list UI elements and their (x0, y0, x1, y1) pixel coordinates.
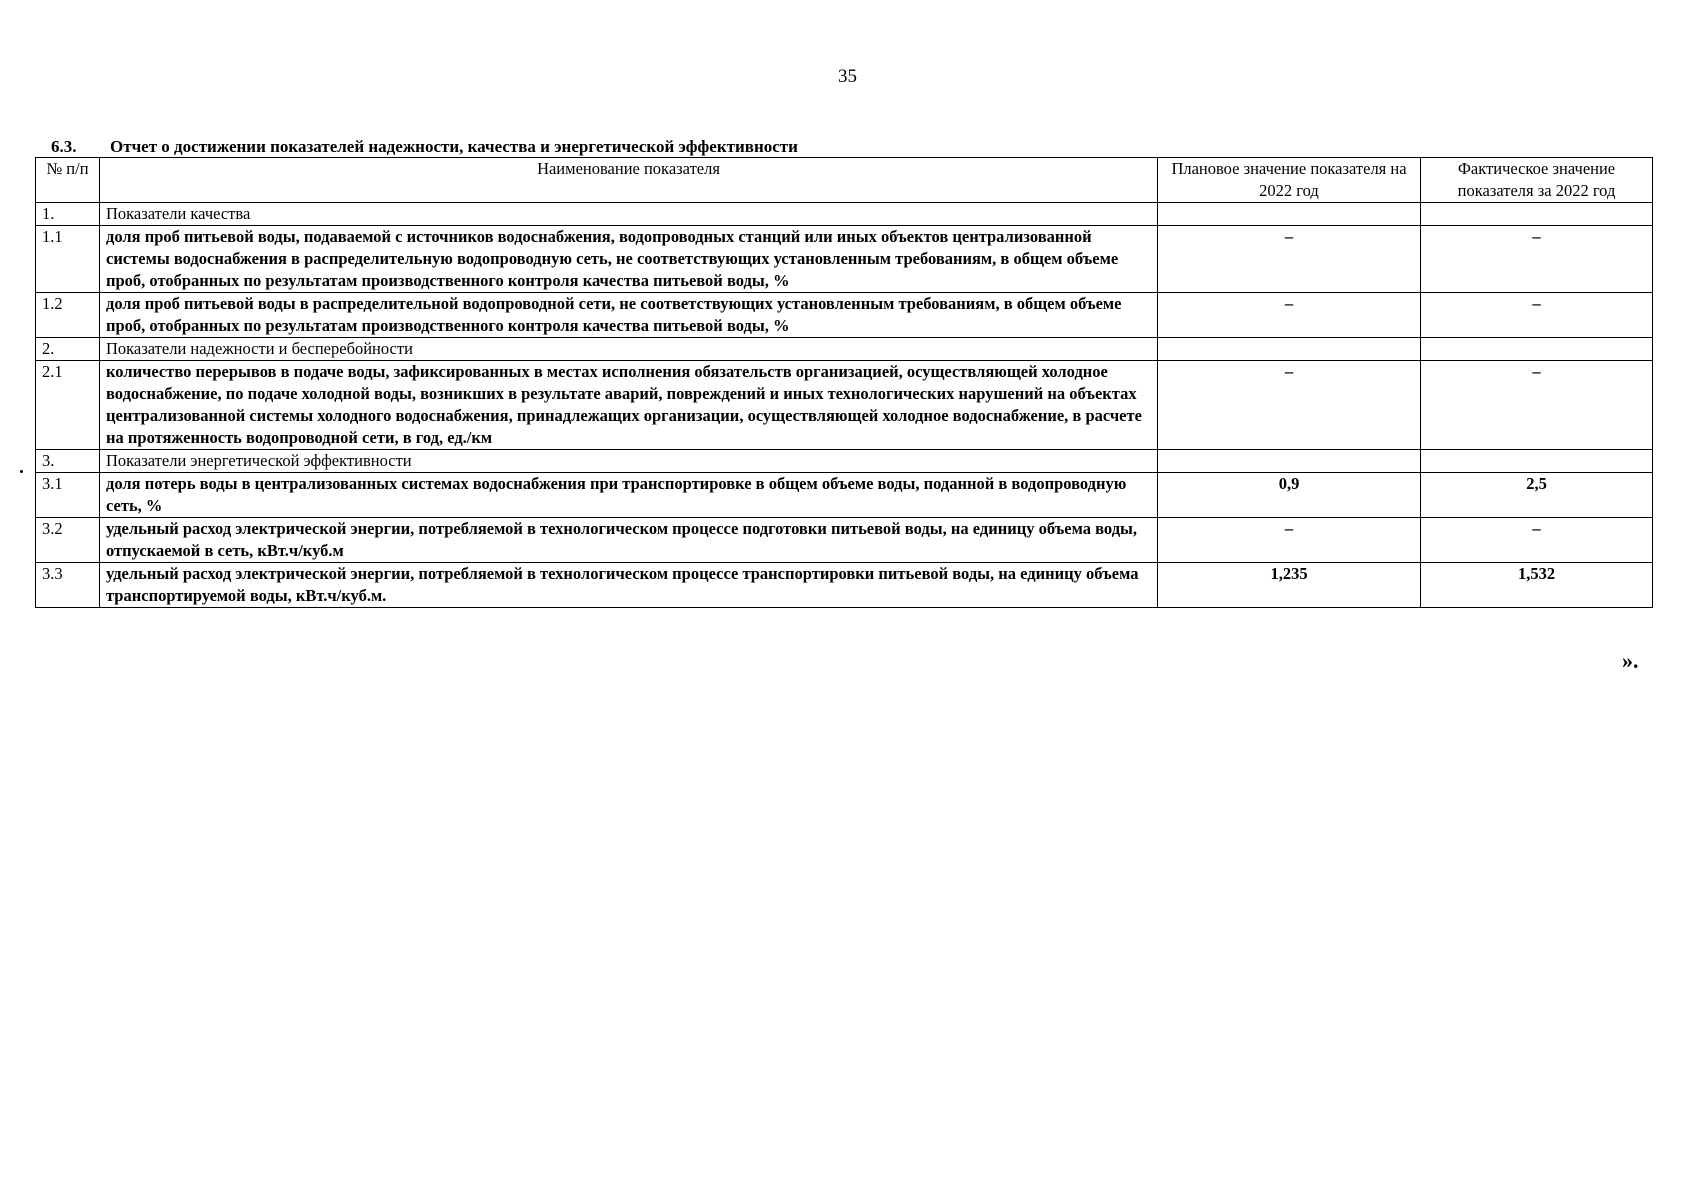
header-num: № п/п (36, 158, 100, 203)
row-plan: – (1158, 518, 1421, 563)
row-name: количество перерывов в подаче воды, зафиксированных в местах исполнения обязательств организацией, осуществляющей холодное водоснабжение, по подаче холодной воды, возникших в результате аварий, повреждений и иных технологических нарушений на объектах централизованной системы холодного водоснабжения, принадлежащих организации, осуществляющей холодное водоснабжение, в расчете на протяженность водопроводной сети, в год, ед./км (100, 361, 1158, 450)
indicators-table (35, 157, 1653, 608)
row-fact: 2,5 (1421, 473, 1653, 518)
row-plan: – (1158, 293, 1421, 338)
table-header-row (36, 158, 1653, 203)
row-num: 3. (36, 450, 100, 473)
row-num: 3.2 (36, 518, 100, 563)
table-row (36, 203, 1653, 226)
row-plan (1158, 450, 1421, 473)
row-fact (1421, 203, 1653, 226)
row-name: удельный расход электрической энергии, потребляемой в технологическом процессе транспортировки питьевой воды, на единицу объема транспортируемой воды, кВт.ч/куб.м. (100, 563, 1158, 608)
row-fact (1421, 450, 1653, 473)
section-number: 6.3. (51, 137, 77, 156)
row-num: 1.1 (36, 226, 100, 293)
section-heading (51, 137, 798, 157)
row-num: 3.1 (36, 473, 100, 518)
row-name: Показатели качества (100, 203, 1158, 226)
row-plan: – (1158, 226, 1421, 293)
row-fact: – (1421, 518, 1653, 563)
row-name: доля проб питьевой воды, подаваемой с источников водоснабжения, водопроводных станций или иных объектов централизованной системы водоснабжения в распределительную водопроводную сеть, не соответствующих установленным требованиям, в общем объеме проб, отобранных по результатам производственного контроля качества питьевой воды, % (100, 226, 1158, 293)
row-name: Показатели энергетической эффективности (100, 450, 1158, 473)
table-row (36, 473, 1653, 518)
scan-speck (20, 470, 23, 473)
page-number: 35 (838, 66, 857, 87)
section-title: Отчет о достижении показателей надежности, качества и энергетической эффективности (110, 137, 798, 156)
table-row (36, 450, 1653, 473)
closing-quote: ». (1622, 648, 1639, 673)
table-row (36, 293, 1653, 338)
row-name: удельный расход электрической энергии, потребляемой в технологическом процессе подготовки питьевой воды, на единицу объема воды, отпускаемой в сеть, кВт.ч/куб.м (100, 518, 1158, 563)
table-row (36, 563, 1653, 608)
row-num: 2. (36, 338, 100, 361)
row-name: доля потерь воды в централизованных системах водоснабжения при транспортировке в общем объеме воды, поданной в водопроводную сеть, % (100, 473, 1158, 518)
row-plan (1158, 338, 1421, 361)
table-row (36, 338, 1653, 361)
row-name: Показатели надежности и бесперебойности (100, 338, 1158, 361)
row-num: 3.3 (36, 563, 100, 608)
table-row (36, 518, 1653, 563)
row-num: 2.1 (36, 361, 100, 450)
table-row (36, 361, 1653, 450)
header-plan: Плановое значение показателя на 2022 год (1158, 158, 1421, 203)
row-name: доля проб питьевой воды в распределительной водопроводной сети, не соответствующих установленным требованиям, в общем объеме проб, отобранных по результатам производственного контроля качества питьевой воды, % (100, 293, 1158, 338)
header-fact: Фактическое значение показателя за 2022 год (1421, 158, 1653, 203)
row-fact: – (1421, 361, 1653, 450)
row-plan (1158, 203, 1421, 226)
row-fact: 1,532 (1421, 563, 1653, 608)
row-plan: 0,9 (1158, 473, 1421, 518)
row-fact: – (1421, 293, 1653, 338)
row-plan: – (1158, 361, 1421, 450)
table-row (36, 226, 1653, 293)
row-num: 1. (36, 203, 100, 226)
row-fact: – (1421, 226, 1653, 293)
row-num: 1.2 (36, 293, 100, 338)
row-plan: 1,235 (1158, 563, 1421, 608)
header-name: Наименование показателя (100, 158, 1158, 203)
row-fact (1421, 338, 1653, 361)
